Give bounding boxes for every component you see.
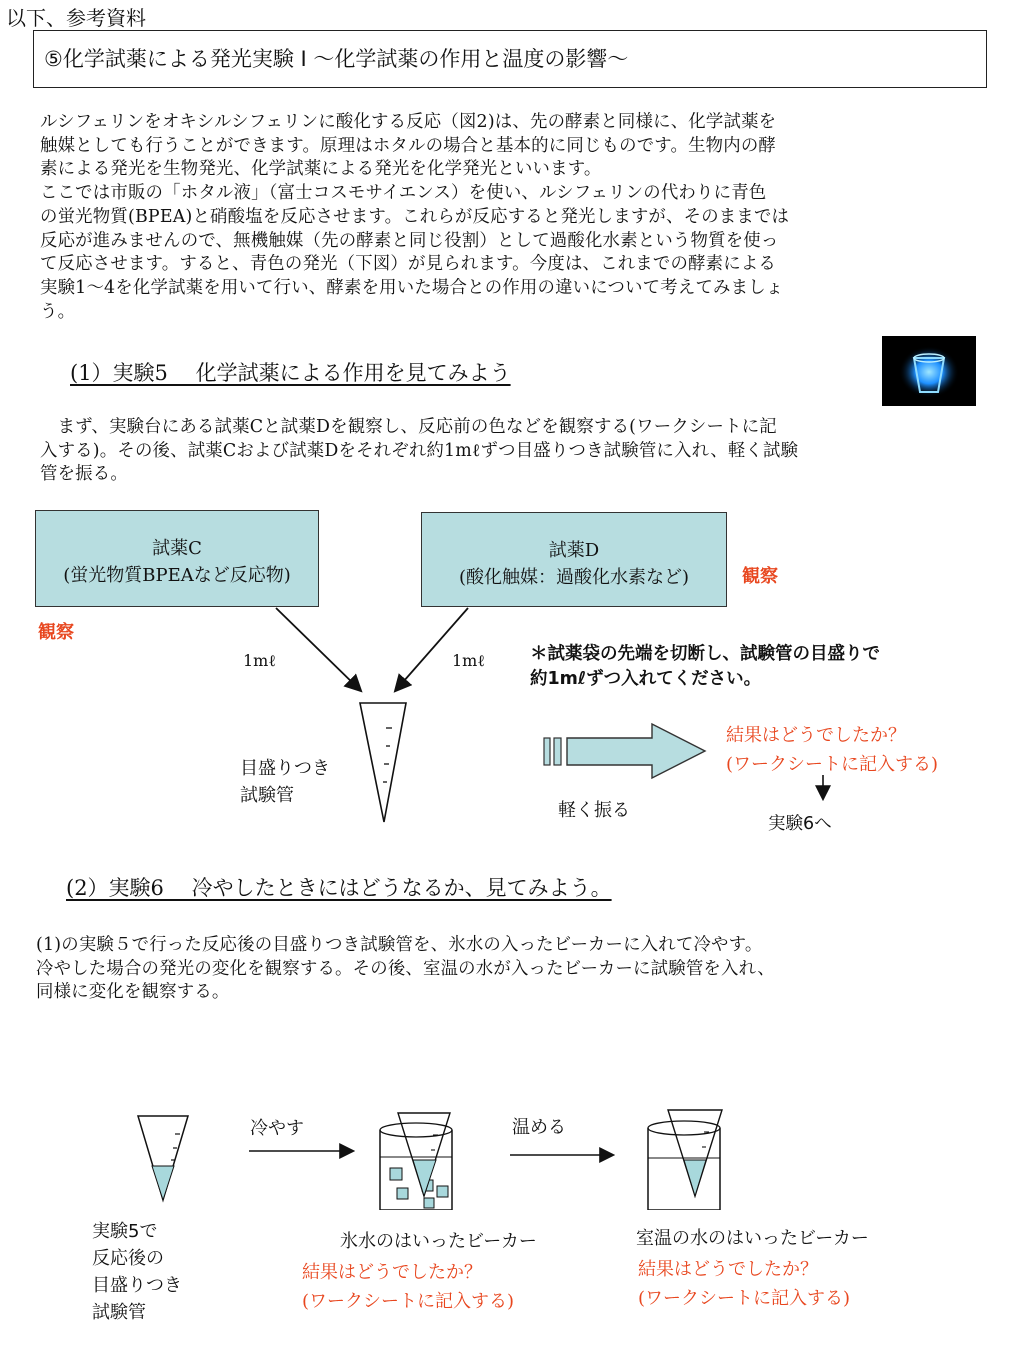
warm-label: 温める [512, 1117, 566, 1138]
intro-line: て反応させます。すると、青色の発光（下図）が見られます。今度は、これまでの酵素による [40, 254, 777, 275]
volume-label-d: 1mℓ [452, 651, 486, 670]
tube-caption-line: 実験5で [92, 1221, 158, 1242]
shake-arrow [544, 724, 705, 778]
tube-label [240, 755, 330, 809]
tube-caption [92, 1218, 182, 1326]
exp5-heading: (1）実験5 化学試薬による作用を見てみよう [70, 361, 511, 385]
observe-label-d: 観察 [742, 566, 778, 587]
result-note: (ワークシートに記入する) [726, 754, 939, 775]
intro-line: 触媒としても行うことができます。原理はホタルの場合と基本的に同じものです。生物内の酵 [40, 135, 777, 156]
arrow-c-to-tube [276, 608, 360, 690]
section-label: 以下、参考資料 [6, 6, 146, 30]
result-note: (ワークシートに記入する) [638, 1288, 851, 1309]
intro-line: 素による発光を生物発光、化学試薬による発光を化学発光といいます。 [40, 159, 602, 180]
exp6-line: 冷やした場合の発光の変化を観察する。その後、室温の水が入ったビーカーに試験管を入れ、 [36, 958, 775, 979]
exp5-line: 管を振る。 [40, 464, 128, 485]
page-title: ⑤化学試薬による発光実験 Ⅰ 〜化学試薬の作用と温度の影響〜 [44, 47, 629, 71]
result-question: 結果はどうでしたか？ [638, 1259, 818, 1280]
intro-line: ルシフェリンをオキシルシフェリンに酸化する反応（図2)は、先の酵素と同様に、化学試薬を [40, 112, 777, 132]
tube-label-line1: 目盛りつき [240, 758, 330, 779]
result-question: 結果はどうでしたか？ [302, 1262, 482, 1283]
reagent-c-desc: (蛍光物質BPEAなど反応物) [63, 565, 291, 586]
tube-caption-line: 試験管 [92, 1302, 146, 1323]
volume-label-c: 1mℓ [243, 651, 277, 670]
glow-cup-image [882, 336, 976, 406]
ice-beaker-label: 氷水のはいったビーカー [340, 1231, 537, 1252]
intro-paragraph [40, 111, 1002, 324]
title-box [33, 30, 987, 88]
exp5-line: 入する)。その後、試薬Cおよび試薬Dをそれぞれ約1mℓずつ目盛りつき試験管に入れ、軽く試験 [40, 440, 799, 461]
arrow-d-to-tube [396, 608, 468, 690]
note-line-1: ＊試薬袋の先端を切断し、試験管の目盛りで [530, 644, 880, 664]
intro-line: 実験1〜4を化学試薬を用いて行い、酵素を用いた場合との作用の違いについて考えてみましょ [40, 277, 784, 298]
intro-line: 反応が進みませんので、無機触媒（先の酵素と同じ役割）として過酸化水素という物質を使っ [40, 230, 779, 251]
note-line-2: 約1mℓずつ入れてください。 [530, 669, 762, 689]
blue-glow-photo [882, 336, 976, 406]
cool-label: 冷やす [250, 1118, 304, 1139]
result-question: 結果はどうでしたか？ [726, 725, 906, 746]
exp5-line: まず、実験台にある試薬Cと試薬Dを観察し、反応前の色などを観察する(ワークシートに記 [40, 417, 777, 437]
observe-label-c: 観察 [38, 622, 74, 643]
reagent-d-name: 試薬D [548, 540, 600, 561]
exp5-paragraph [40, 416, 1002, 487]
reacted-test-tube [138, 1116, 188, 1200]
tube-label-line2: 試験管 [240, 785, 294, 806]
exp6-line: 同様に変化を観察する。 [36, 982, 230, 1003]
intro-line: う。 [40, 301, 76, 322]
tube-caption-line: 目盛りつき [92, 1275, 182, 1296]
graduated-test-tube [360, 703, 406, 822]
exp6-room-result-prompt [638, 1255, 850, 1313]
room-beaker-label: 室温の水のはいったビーカー [636, 1228, 869, 1249]
shake-label: 軽く振る [558, 800, 630, 821]
exp6-heading: (2）実験6 冷やしたときにはどうなるか、見てみよう。 [66, 876, 612, 900]
reagent-d-box [421, 512, 727, 607]
intro-line: ここでは市販の「ホタル液」（富士コスモサイエンス）を使い、ルシフェリンの代わりに青色 [40, 183, 767, 204]
reagent-c-box [35, 510, 319, 607]
exp5-diagram [0, 600, 1024, 840]
exp6-paragraph [36, 934, 998, 1005]
room-temp-beaker [648, 1110, 722, 1210]
reagent-d-desc: (酸化触媒：過酸化水素など) [458, 567, 690, 588]
next-exp-label: 実験6へ [768, 814, 832, 834]
exp5-result-prompt [726, 721, 938, 779]
exp6-ice-result-prompt [302, 1258, 514, 1316]
tube-caption-line: 反応後の [92, 1248, 164, 1269]
reagent-c-name: 試薬C [152, 538, 202, 559]
result-note: (ワークシートに記入する) [302, 1291, 515, 1312]
exp6-line: (1)の実験５で行った反応後の目盛りつき試験管を、氷水の入ったビーカーに入れて冷やす。 [36, 935, 763, 955]
ice-water-beaker [380, 1113, 452, 1210]
intro-line: の蛍光物質(BPEA)と硝酸塩を反応させます。これらが反応すると発光しますが、そのままでは [40, 206, 790, 227]
